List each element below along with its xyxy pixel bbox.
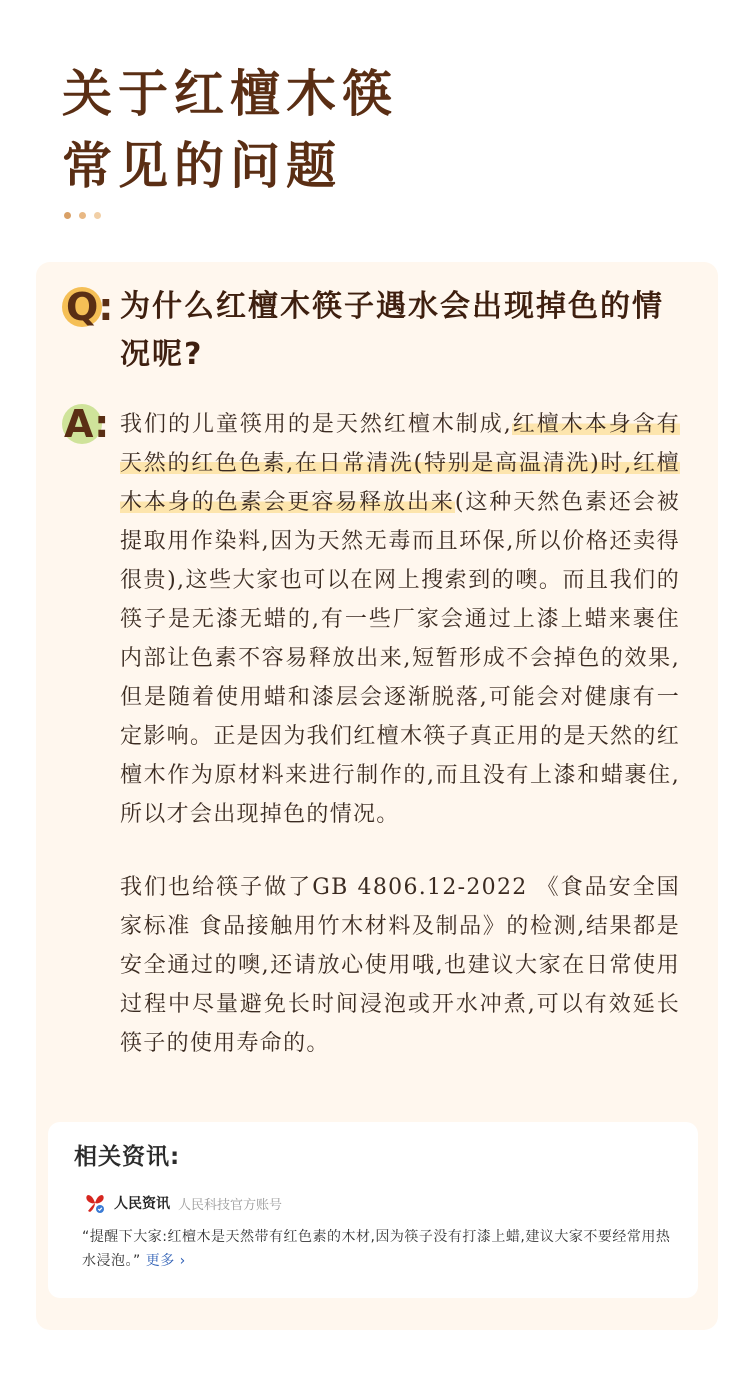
answer-text [120,405,680,1063]
chevron-right-icon: › [174,1253,186,1269]
question-text: 为什么红檀木筷子遇水会出现掉色的情况呢? [120,289,664,372]
news-quote [82,1225,678,1273]
related-news-title: 相关资讯: [74,1144,181,1170]
answer-letter: A: [64,402,110,446]
answer-p1-end: (这种天然色素还会被提取用作染料,因为天然无毒而且环保,所以价格还卖得很贵),这些大家也可以在网上搜索到的噢。而且我们的筷子是无漆无蜡的,有一些厂家会通过上漆上蜡来裹住内部让色素不容易释放出来,短暂形成不会掉色的效果,但是随着使用蜡和漆层会逐渐脱落,可能会对健康有一定影响。正是因为我们红檀木筷子真正用的是天然的红檀木作为原材料来进行制作的,而且没有上漆和蜡裹住,所以才会出现掉色的情况。 [120,490,681,827]
answer-highlight: 红檀木本身含有天然的红色色素,在日常清洗(特别是高温清洗)时,红檀木本身的色素会更容易释放出来 [120,412,680,515]
decorative-dots [64,212,101,219]
dot-icon [64,212,71,219]
dot-icon [94,212,101,219]
answer-p1-start: 我们的儿童筷用的是天然红檀木制成, [120,412,513,437]
related-news-box [48,1122,698,1298]
news-header [84,1192,282,1214]
people-news-logo-icon [84,1192,106,1214]
news-quote-text: “提醒下大家:红檀木是天然带有红色素的木材,因为筷子没有打漆上蜡,建议大家不要经常用热水浸泡。” [82,1229,671,1269]
question-letter: Q: [66,285,114,329]
page-title-line-2: 常见的问题 [62,137,342,195]
more-link-label: 更多 [145,1253,175,1269]
page-title [62,58,398,202]
page-title-line-1: 关于红檀木筷 [62,65,398,123]
more-link[interactable] [146,1253,186,1269]
answer-paragraph-1 [120,405,680,834]
news-source-name[interactable]: 人民资讯 [114,1196,170,1212]
answer-paragraph-2: 我们也给筷子做了GB 4806.12-2022 《食品安全国家标准 食品接触用竹木材料及制品》的检测,结果都是安全通过的噢,还请放心使用哦,也建议大家在日常使用过程中尽量避免长时间浸泡或开水冲煮,可以有效延长筷子的使用寿命的。 [120,875,680,1056]
dot-icon [79,212,86,219]
news-account-label: 人民科技官方账号 [178,1197,283,1213]
